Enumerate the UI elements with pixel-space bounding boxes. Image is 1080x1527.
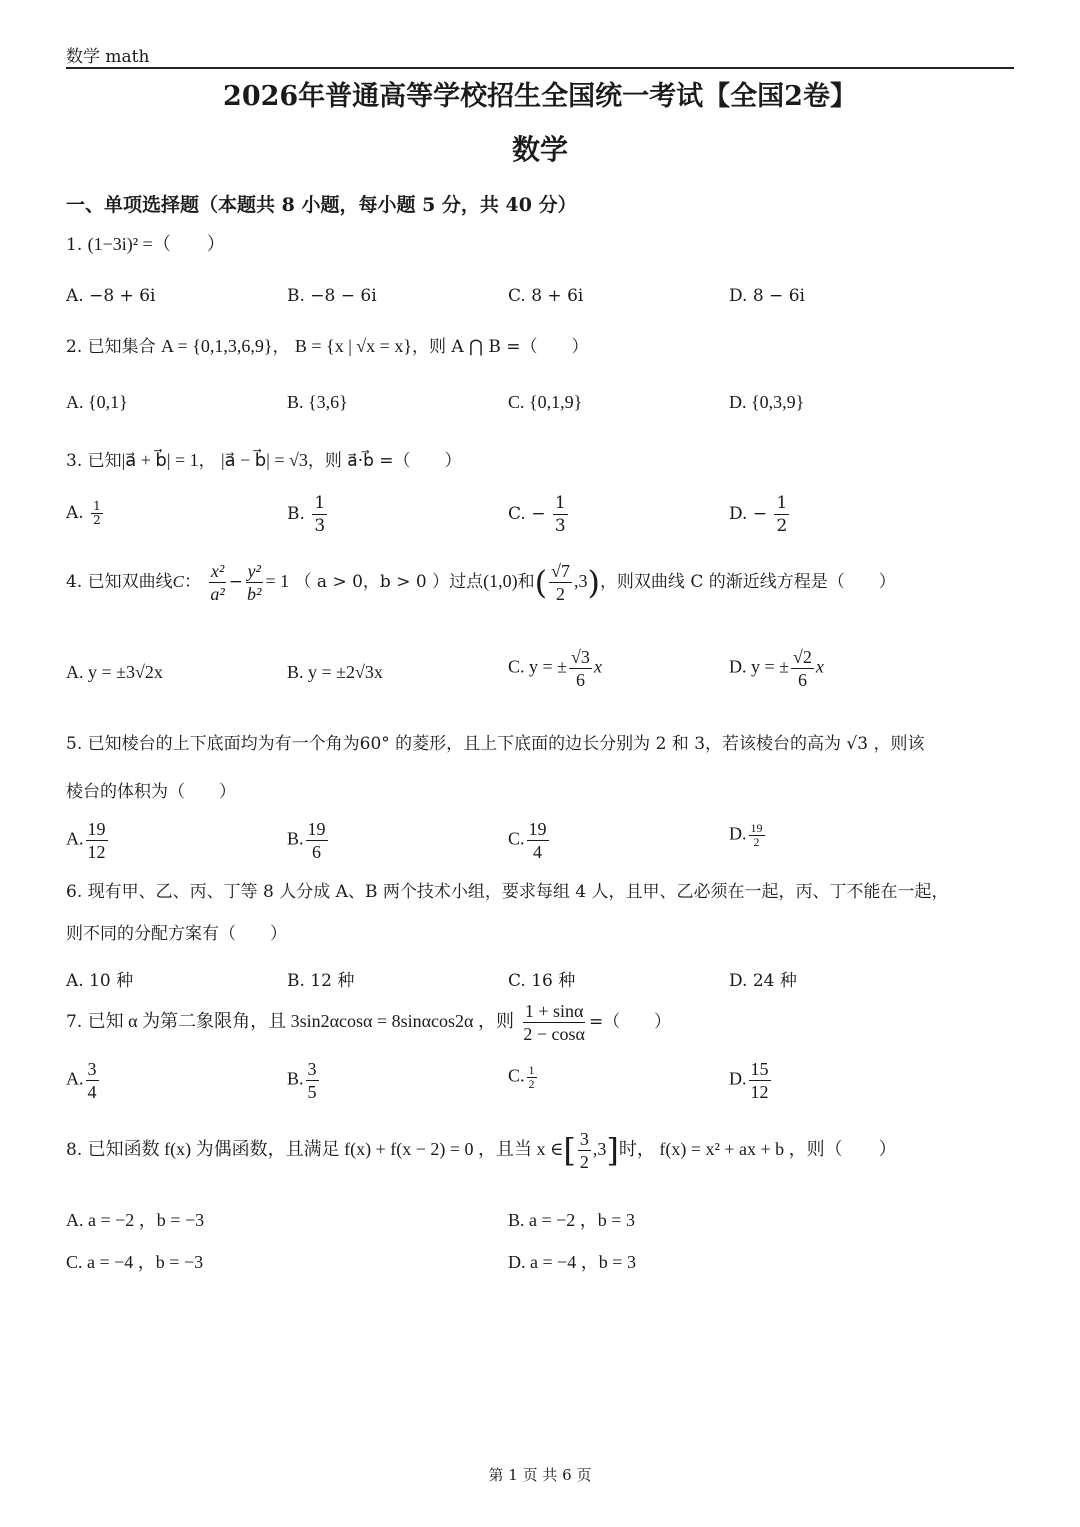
option-fraction: $\frac{19}{4}$ (528, 819, 547, 862)
q8-option-b[interactable]: B. a = −2 ，b = 3 (508, 1210, 635, 1230)
q8-option-a[interactable]: A. a = −2 ，b = −3 (66, 1210, 205, 1230)
question-6-stem-line-1 (66, 880, 948, 904)
question-4-stem: 4. 已知双曲线C： $\frac{\text{x²}}{\text{a²}}$ − $\frac{\text{y²}}{\text{b²}}$ = 1 （ a > 0，b > 0 ）过点(1,0)和( $\frac{√7}{2}$ ,3)，则双曲线 C 的渐近线方程是（ ） (66, 561, 896, 604)
set-b: B = {x | √x = x} (294, 336, 412, 356)
q3-option-d[interactable] (729, 492, 791, 537)
question-number: 1. (66, 235, 83, 255)
question-7-stem (66, 1000, 671, 1045)
option-fraction: $\frac{19}{2}$ (750, 821, 763, 849)
point-2-y: ,3 (573, 571, 588, 591)
question-text: 已知 (87, 451, 122, 471)
question-1-stem (66, 232, 225, 257)
q4-option-c[interactable]: C. y = ± $\frac{√3}{6}$ x (508, 647, 602, 690)
header-divider (66, 67, 1014, 69)
q2-option-a[interactable]: A. {0,1} (66, 392, 128, 412)
q7-option-c[interactable] (508, 1064, 539, 1091)
page-header-label: 数学 math (66, 47, 150, 67)
curve-name: C (172, 572, 184, 591)
option-label: D. y = ± (729, 656, 790, 677)
option-fraction: $\frac{15}{12}$ (750, 1059, 769, 1102)
condition-1: |a⃗ + b⃗| = 1 (121, 450, 199, 470)
question-text-tail: ，则 a⃗·b⃗ =（ ） (307, 451, 462, 471)
option-fraction: $\frac{3}{5}$ (307, 1059, 317, 1102)
question-2-stem: 2. 已知集合 A = {0,1,3,6,9}， B = {x | √x = x}，则 A ⋂ B =（ ） (66, 336, 589, 357)
q2-option-c[interactable]: C. {0,1,9} (508, 392, 583, 412)
question-text-tail: =（ ） (588, 1012, 672, 1032)
section-heading: 一、单项选择题（本题共 8 小题，每小题 5 分，共 40 分） (66, 194, 577, 216)
q3-option-b[interactable] (287, 492, 329, 537)
option-fraction: $\frac{1}{2}$ (93, 499, 101, 527)
question-text: 现有甲、乙、丙、丁等 8 人分成 A、B 两个技术小组，要求每组 4 人，且甲、乙必须在一起，丙、丁不能在一起， (87, 882, 949, 902)
question-number: 6. (66, 882, 83, 902)
hyperbola-term-y: $\frac{\text{y²}}{\text{b²}}$ (247, 561, 262, 604)
q2-option-b[interactable]: B. {3,6} (287, 392, 348, 412)
hyperbola-term-x: $\frac{\text{x²}}{\text{a²}}$ (210, 561, 225, 604)
interval-fraction: $\frac{3}{2}$ (579, 1129, 589, 1172)
q7-option-b[interactable] (287, 1058, 321, 1103)
question-8-stem: 8. 已知函数 f(x) 为偶函数，且满足 f(x) + f(x − 2) = 0 ，且当 x ∈[ $\frac{3}{2}$ ,3]时， f(x) = x² + ax + b ，则（ ） (66, 1129, 897, 1172)
page-footer: 第 1 页 共 6 页 (488, 1466, 592, 1484)
question-text-tail: 时， f(x) = x² + ax + b ，则（ ） (618, 1139, 897, 1159)
option-label: C. − (508, 504, 546, 524)
option-fraction: $\frac{1}{2}$ (528, 1063, 535, 1091)
q7-option-d[interactable] (729, 1058, 773, 1103)
question-number: 2. (66, 337, 83, 357)
question-text-tail: ，则 A ⋂ B =（ ） (411, 337, 589, 357)
option-fraction: $\frac{3}{4}$ (87, 1059, 97, 1102)
question-number: 4. (66, 572, 83, 592)
question-text: 已知函数 f(x) 为偶函数，且满足 f(x) + f(x − 2) = 0 ，且当 x ∈ (87, 1139, 564, 1159)
expression-fraction: $\frac{1 + \sin\alpha}{2 - \cos\alpha}$ (523, 1001, 585, 1044)
q6-option-a[interactable]: A. 10 种 (66, 971, 134, 991)
question-5-stem-line-2: 棱台的体积为（ ） (66, 782, 236, 802)
option-label: B. (287, 1068, 304, 1089)
condition-2: |a⃗ − b⃗| = √3 (221, 450, 308, 470)
option-label: A. (66, 1068, 84, 1089)
q5-option-a[interactable] (66, 818, 110, 863)
option-label: A. (66, 503, 84, 523)
option-fraction: $\frac{1}{2}$ (776, 493, 788, 536)
interval-end: ,3 (592, 1139, 607, 1159)
option-fraction: $\frac{√2}{6}$ (793, 647, 812, 690)
option-fraction: $\frac{19}{6}$ (307, 819, 326, 862)
option-label: C. y = ± (508, 656, 568, 677)
question-text: 已知棱台的上下底面均为有一个角为60° 的菱形，且上下底面的边长分别为 2 和 3，若该棱台的高为 √3 ，则该 (87, 734, 925, 754)
option-fraction: $\frac{1}{3}$ (314, 493, 326, 536)
q1-option-b[interactable]: B. −8 − 6i (287, 286, 377, 306)
q1-option-d[interactable]: D. 8 − 6i (729, 286, 805, 306)
q4-option-b[interactable]: B. y = ±2√3x (287, 662, 383, 682)
option-fraction: $\frac{√3}{6}$ (571, 647, 590, 690)
q5-option-d[interactable] (729, 822, 767, 849)
q4-option-a[interactable]: A. y = ±3√2x (66, 662, 163, 682)
option-label: A. (66, 828, 84, 849)
point-1: (1,0) (483, 571, 518, 591)
option-fraction: $\frac{1}{3}$ (554, 493, 566, 536)
q4-option-d[interactable]: D. y = ± $\frac{√2}{6}$ x (729, 647, 824, 690)
q1-option-c[interactable]: C. 8 + 6i (508, 286, 584, 306)
q2-option-d[interactable]: D. {0,3,9} (729, 392, 805, 412)
question-5-stem-line-1 (66, 732, 924, 756)
question-number: 3. (66, 451, 83, 471)
question-text: 已知双曲线 (87, 572, 173, 592)
option-label: D. (729, 1068, 747, 1089)
point-2-x: $\frac{√7}{2}$ (551, 561, 570, 604)
q8-option-d[interactable]: D. a = −4 ，b = 3 (508, 1252, 636, 1272)
option-fraction: $\frac{19}{12}$ (87, 819, 106, 862)
q3-option-a[interactable] (66, 500, 105, 527)
exam-title: 2026年普通高等学校招生全国统一考试【全国2卷】 (223, 81, 857, 112)
option-label: C. (508, 1065, 525, 1086)
question-number: 5. (66, 734, 83, 754)
q5-option-c[interactable] (508, 818, 551, 863)
q7-option-a[interactable] (66, 1058, 101, 1103)
question-text: (1−3i)² =（ ） (87, 234, 225, 254)
q6-option-d[interactable]: D. 24 种 (729, 971, 797, 991)
q1-option-a[interactable]: A. −8 + 6i (66, 286, 156, 306)
question-number: 7. (66, 1012, 83, 1032)
q3-option-c[interactable] (508, 492, 570, 537)
question-text: 已知 α 为第二象限角，且 3sin2αcosα = 8sinαcos2α ，则 (87, 1011, 514, 1031)
q8-option-c[interactable]: C. a = −4 ，b = −3 (66, 1252, 204, 1272)
and-text: 和 (517, 572, 535, 592)
option-label: D. (729, 823, 747, 844)
question-number: 8. (66, 1140, 83, 1160)
option-label: C. (508, 828, 525, 849)
question-text: 已知集合 (87, 337, 156, 357)
question-6-stem-line-2: 则不同的分配方案有（ ） (66, 924, 287, 944)
q6-option-c[interactable]: C. 16 种 (508, 971, 576, 991)
q5-option-b[interactable] (287, 818, 330, 863)
option-label: D. − (729, 504, 768, 524)
question-text-tail: ，则双曲线 C 的渐近线方程是（ ） (599, 572, 896, 592)
option-label: B. (287, 504, 305, 524)
subject-title: 数学 (511, 133, 568, 166)
q6-option-b[interactable]: B. 12 种 (287, 971, 355, 991)
condition-text: （ a > 0，b > 0 ）过点 (294, 572, 484, 592)
set-a: A = {0,1,3,6,9} (161, 336, 273, 356)
option-label: B. (287, 828, 304, 849)
question-3-stem: 3. 已知|a⃗ + b⃗| = 1， |a⃗ − b⃗| = √3，则 a⃗·b⃗ =（ ） (66, 450, 462, 471)
